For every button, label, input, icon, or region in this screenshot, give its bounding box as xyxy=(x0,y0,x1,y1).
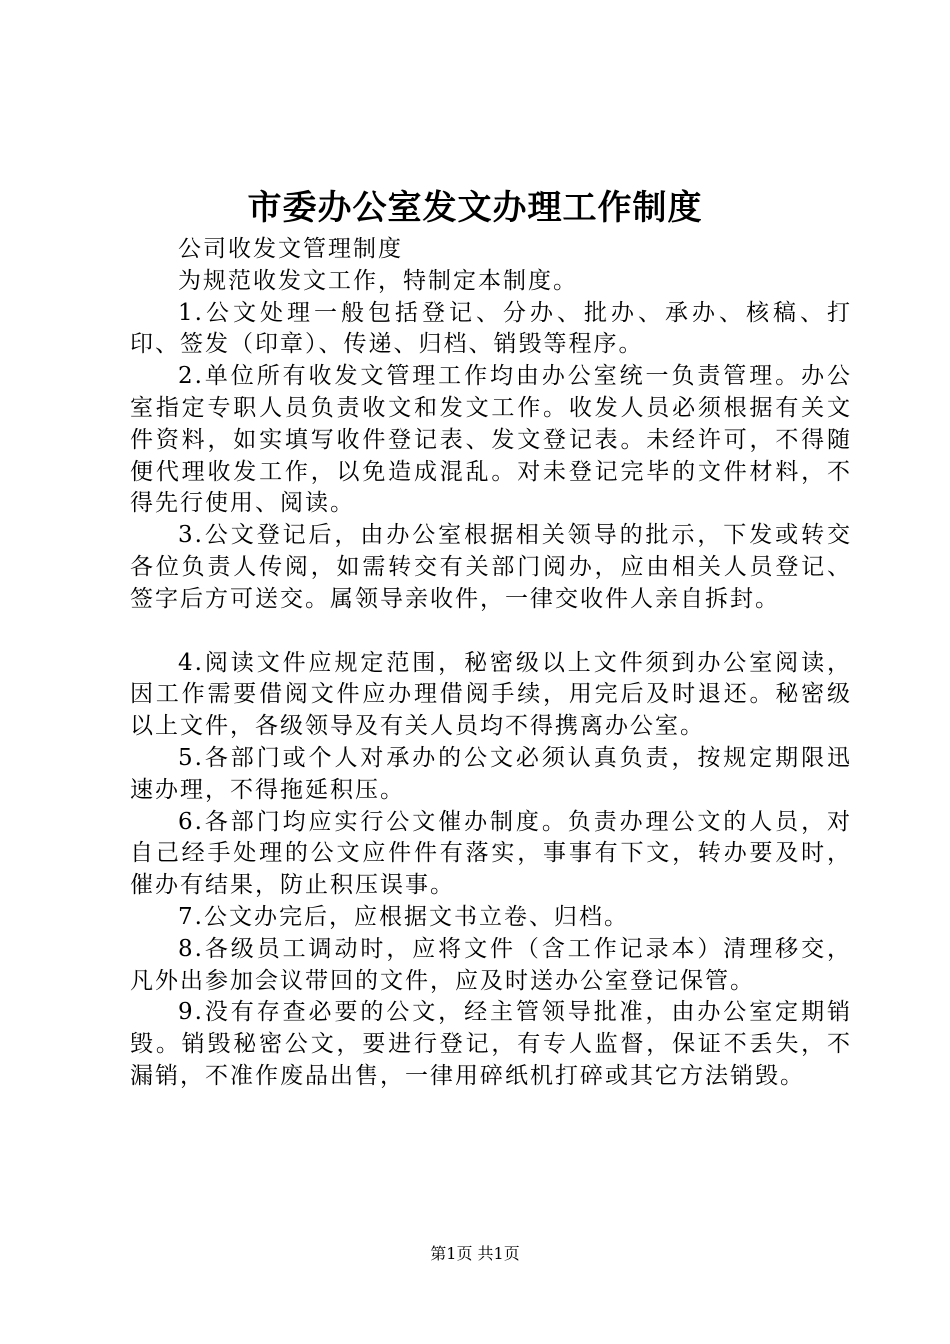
document-title: 市委办公室发文办理工作制度 xyxy=(247,188,703,228)
paragraph-item-4: 4.阅读文件应规定范围，秘密级以上文件须到办公室阅读，因工作需要借阅文件应办理借阅手续，用完后及时退还。秘密级以上文件，各级领导及有关人员均不得携离办公室。 xyxy=(130,649,852,740)
paragraph-item-8: 8.各级员工调动时，应将文件（含工作记录本）清理移交，凡外出参加会议带回的文件，应及时送办公室登记保管。 xyxy=(130,935,852,994)
paragraph-intro: 为规范收发文工作，特制定本制度。 xyxy=(178,267,578,294)
paragraph-item-5: 5.各部门或个人对承办的公文必须认真负责，按规定期限迅速办理，不得拖延积压。 xyxy=(130,744,852,803)
page-number-footer: 第1页 共1页 xyxy=(430,1244,520,1263)
paragraph-item-7: 7.公文办完后，应根据文书立卷、归档。 xyxy=(178,903,629,930)
paragraph-item-2: 2.单位所有收发文管理工作均由办公室统一负责管理。办公室指定专职人员负责收文和发文工作。收发人员必须根据有关文件资料，如实填写收件登记表、发文登记表。未经许可，不得随便代理收发工作，以免造成混乱。对未登记完毕的文件材料，不得先行使用、阅读。 xyxy=(130,363,852,517)
paragraph-item-9: 9.没有存查必要的公文，经主管领导批准，由办公室定期销毁。销毁秘密公文，要进行登记，有专人监督，保证不丢失，不漏销，不准作废品出售，一律用碎纸机打碎或其它方法销毁。 xyxy=(130,999,852,1089)
document-body xyxy=(130,234,852,1093)
paragraph-item-6: 6.各部门均应实行公文催办制度。负责办理公文的人员，对自己经手处理的公文应件件有落实，事事有下文，转办要及时，催办有结果，防止积压误事。 xyxy=(130,808,852,899)
paragraph-heading: 公司收发文管理制度 xyxy=(178,236,403,262)
paragraph-item-1: 1.公文处理一般包括登记、分办、批办、承办、核稿、打印、签发（印章）、传递、归档、销毁等程序。 xyxy=(130,299,852,358)
paragraph-item-3: 3.公文登记后，由办公室根据相关领导的批示，下发或转交各位负责人传阅，如需转交有关部门阅办，应由相关人员登记、签字后方可送交。属领导亲收件，一律交收件人亲自拆封。 xyxy=(130,522,852,612)
